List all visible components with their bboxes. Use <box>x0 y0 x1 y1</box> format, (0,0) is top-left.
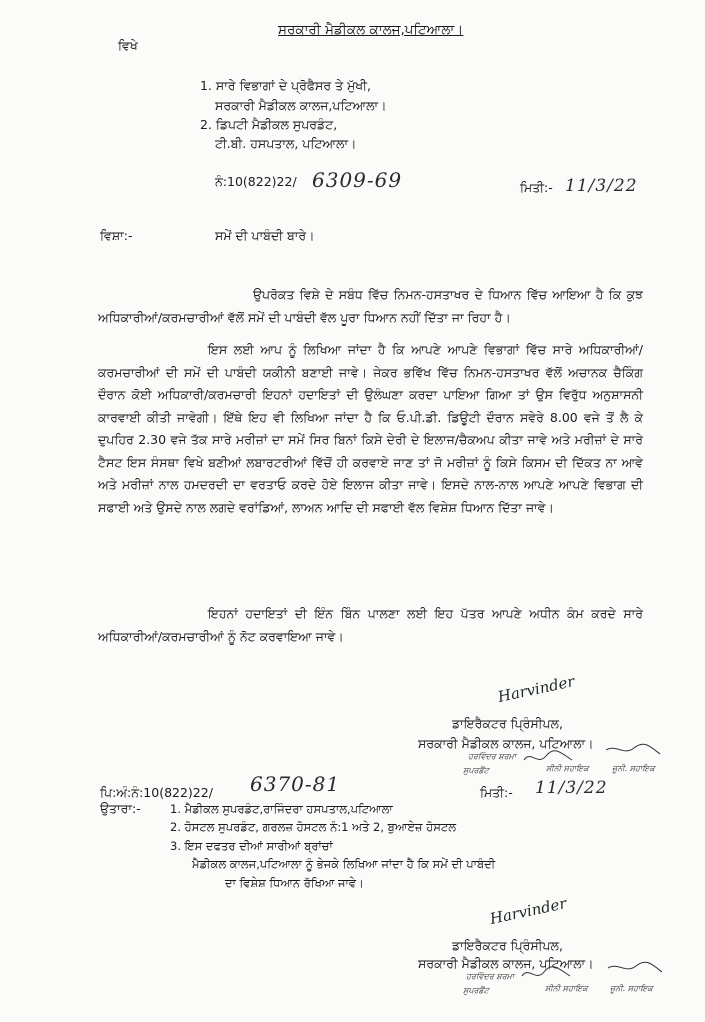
stamp-role: ਸੀਨੀ ਸਹਾਇਕ <box>546 764 589 773</box>
body-paragraph-2: ਇਸ ਲਈ ਆਪ ਨੂੰ ਲਿਖਿਆ ਜਾਂਦਾ ਹੈ ਕਿ ਆਪਣੇ ਆਪਣੇ ਵਿਭਾਗਾਂ ਵਿੱਚ ਸਾਰੇ ਅਧਿਕਾਰੀਆਂ/ਕਰਮਚਾਰੀਆਂ ਦੀ ਸਮੇਂ ਦੀ ਪਾਬੰਦੀ ਯਕੀਨੀ ਬਣਾਈ ਜਾਵੇ। ਜੇਕਰ ਭਵਿੱਖ ਵਿੱਚ ਨਿਮਨ-ਹਸਤਾਖਰ ਵੱਲੋਂ ਅਚਾਨਕ ਚੈਕਿੰਗ ਦੌਰਾਨ ਕੋਈ ਅਧਿਕਾਰੀ/ਕਰਮਚਾਰੀ ਇਹਨਾਂ ਹਦਾਇਤਾਂ ਦੀ ਉਲੰਘਣਾ ਕਰਦਾ ਪਾਇਆ ਗਿਆ ਤਾਂ ਉਸ ਵਿਰੁੱਧ ਅਨੁਸ਼ਾਸਨੀ ਕਾਰਵਾਈ ਕੀਤੀ ਜਾਵੇਗੀ। ਇੱਥੇ ਇਹ ਵੀ ਲਿਖਿਆ ਜਾਂਦਾ ਹੈ ਕਿ ਓ.ਪੀ.ਡੀ. ਡਿਊਟੀ ਦੌਰਾਨ ਸਵੇਰੇ 8.00 ਵਜੇ ਤੋਂ ਲੈ ਕੇ ਦੁਪਹਿਰ 2.30 ਵਜੇ ਤੱਕ ਸਾਰੇ ਮਰੀਜ਼ਾਂ ਦਾ ਸਮੇਂ ਸਿਰ ਬਿਨਾਂ ਕਿਸੇ ਦੇਰੀ ਦੇ ਇਲਾਜ/ਚੈਕਅਪ ਕੀਤਾ ਜਾਵੇ ਅਤੇ ਮਰੀਜ਼ਾਂ ਦੇ ਸਾਰੇ ਟੈਸਟ ਇਸ ਸੰਸਥਾ ਵਿਖੇ ਬਣੀਆਂ ਲਬਾਰਟਰੀਆਂ ਵਿੱਚੋਂ ਹੀ ਕਰਵਾਏ ਜਾਣ ਤਾਂ ਜੋ ਮਰੀਜ਼ਾਂ ਨੂੰ ਕਿਸੇ ਕਿਸਮ ਦੀ ਦਿੱਕਤ ਨਾ ਆਵੇ ਅਤੇ ਮਰੀਜ਼ਾਂ ਨਾਲ ਹਮਦਰਦੀ ਦਾ ਵਰਤਾਓ ਕਰਦੇ ਹੋਏ ਇਲਾਜ ਕੀਤਾ ਜਾਵੇ। ਇਸਦੇ ਨਾਲ-ਨਾਲ ਆਪਣੇ ਆਪਣੇ ਵਿਭਾਗ ਦੀ ਸਫਾਈ ਅਤੇ ਉਸਦੇ ਨਾਲ ਲਗਦੇ ਵਰਾਂਡਿਆਂ, ਲਾਅਨ ਆਦਿ ਦੀ ਸਫਾਈ ਵੱਲ ਵਿਸ਼ੇਸ਼ ਧਿਆਨ ਦਿੱਤਾ ਜਾਵੇ। <box>98 342 643 515</box>
endorsement-ref: ਪਿ:ਅੰ:ਨੰ:10(822)22/ <box>100 785 213 800</box>
signature: Harvinder <box>496 672 577 706</box>
stamp-role: ਸੀਨੀ ਸਹਾਇਕ <box>545 984 588 993</box>
stamp-role: ਸੁਪਰਡੈਂਟ <box>463 766 489 775</box>
letterhead-title: ਸਰਕਾਰੀ ਮੈਡੀਕਲ ਕਾਲਜ,ਪਟਿਆਲਾ। <box>278 22 464 38</box>
initials-scribble <box>518 964 578 984</box>
stamp-name: ਹਰਵਿੰਦਰ ਸ਼ਰਮਾ <box>466 972 515 981</box>
body-paragraph-1: ਉਪਰੋਕਤ ਵਿਸ਼ੇ ਦੇ ਸਬੰਧ ਵਿੱਚ ਨਿਮਨ-ਹਸਤਾਖਰ ਦੇ ਧਿਆਨ ਵਿੱਚ ਆਇਆ ਹੈ ਕਿ ਕੁਝ ਅਧਿਕਾਰੀਆਂ/ਕਰਮਚਾਰੀਆਂ ਵੱਲੋਂ ਸਮੇਂ ਦੀ ਪਾਬੰਦੀ ਵੱਲ ਪੂਰਾ ਧਿਆਨ ਨਹੀਂ ਦਿੱਤਾ ਜਾ ਰਿਹਾ ਹੈ। <box>98 287 643 325</box>
initials-scribble <box>520 748 580 768</box>
recipient-line: ਟੀ.ਬੀ. ਹਸਪਤਾਲ, ਪਟਿਆਲਾ। <box>215 136 357 151</box>
recipient-line: ਸਰਕਾਰੀ ਮੈਡੀਕਲ ਕਾਲਜ,ਪਟਿਆਲਾ। <box>215 98 387 113</box>
signature-designation: ਡਾਇਰੈਕਟਰ ਪ੍ਰਿੰਸੀਪਲ, <box>452 938 563 953</box>
signature-designation: ਡਾਇਰੈਕਟਰ ਪ੍ਰਿੰਸੀਪਲ, <box>452 716 563 731</box>
copy-item: ਮੈਡੀਕਲ ਕਾਲਜ,ਪਟਿਆਲਾ ਨੂੰ ਭੇਜਕੇ ਲਿਖਿਆ ਜਾਂਦਾ ਹੈ ਕਿ ਸਮੇਂ ਦੀ ਪਾਬੰਦੀ <box>192 857 496 871</box>
stamp-role: ਜੂਨੀ. ਸਹਾਇਕ <box>610 984 653 993</box>
handwritten-date: 11/3/22 <box>565 176 638 196</box>
initials-scribble <box>606 958 666 978</box>
copy-item: 2. ਹੋਸਟਲ ਸੁਪਰਡੰਟ, ਗਰਲਜ਼ ਹੋਸਟਲ ਨੰ:1 ਅਤੇ 2, ਬੁਆਏਜ਼ ਹੋਸਟਲ <box>170 820 457 834</box>
recipient-line: 1. ਸਾਰੇ ਵਿਭਾਗਾਂ ਦੇ ਪ੍ਰੋਫੈਸਰ ਤੇ ਮੁੱਖੀ, <box>200 78 371 93</box>
copy-to-label: ਉਤਾਰਾ:- <box>100 801 141 816</box>
subject-label: ਵਿਸ਼ਾ:- <box>100 228 133 243</box>
signature: Harvinder <box>488 894 569 928</box>
body-paragraph-3: ਇਹਨਾਂ ਹਦਾਇਤਾਂ ਦੀ ਇੰਨ ਬਿੰਨ ਪਾਲਣਾ ਲਈ ਇਹ ਪੱਤਰ ਆਪਣੇ ਅਧੀਨ ਕੰਮ ਕਰਦੇ ਸਾਰੇ ਅਧਿਕਾਰੀਆਂ/ਕਰਮਚਾਰੀਆਂ ਨੂੰ ਨੋਟ ਕਰਵਾਇਆ ਜਾਵੇ। <box>98 606 643 644</box>
recipient-line: 2. ਡਿਪਟੀ ਮੈਡੀਕਲ ਸੁਪਰਡੰਟ, <box>200 117 338 132</box>
handwritten-dispatch-number: 6309-69 <box>312 168 403 192</box>
from-label: ਵਿਖੇ <box>118 38 138 53</box>
stamp-name: ਹਰਵਿੰਦਰ ਸ਼ਰਮਾ <box>468 752 517 761</box>
signature-office: ਸਰਕਾਰੀ ਮੈਡੀਕਲ ਕਾਲਜ, ਪਟਿਆਲਾ। <box>418 736 594 751</box>
endorsement-date-label: ਮਿਤੀ:- <box>480 785 513 800</box>
copy-item: 3. ਇਸ ਦਫਤਰ ਦੀਆਂ ਸਾਰੀਆਂ ਬ੍ਰਾਂਚਾਂ <box>170 839 333 853</box>
initials-scribble <box>604 740 664 760</box>
handwritten-endorsement-date: 11/3/22 <box>535 778 608 798</box>
stamp-role: ਸੁਪਰਡੈਂਟ <box>463 986 489 995</box>
copy-item: ਦਾ ਵਿਸ਼ੇਸ਼ ਧਿਆਨ ਰੱਖਿਆ ਜਾਵੇ। <box>225 876 364 890</box>
signature-office: ਸਰਕਾਰੀ ਮੈਡੀਕਲ ਕਾਲਜ, ਪਟਿਆਲਾ। <box>418 956 594 971</box>
handwritten-endorsement-number: 6370-81 <box>250 772 341 796</box>
date-label: ਮਿਤੀ:- <box>520 180 553 195</box>
copy-item: 1. ਮੈਡੀਕਲ ਸੁਪਰਡੰਟ,ਰਾਜਿੰਦਰਾ ਹਸਪਤਾਲ,ਪਟਿਆਲਾ <box>170 802 393 816</box>
subject-text: ਸਮੇਂ ਦੀ ਪਾਬੰਦੀ ਬਾਰੇ। <box>215 228 315 243</box>
stamp-role: ਜੂਨੀ. ਸਹਾਇਕ <box>612 764 655 773</box>
reference-number: ਨੰ:10(822)22/ <box>215 174 297 189</box>
